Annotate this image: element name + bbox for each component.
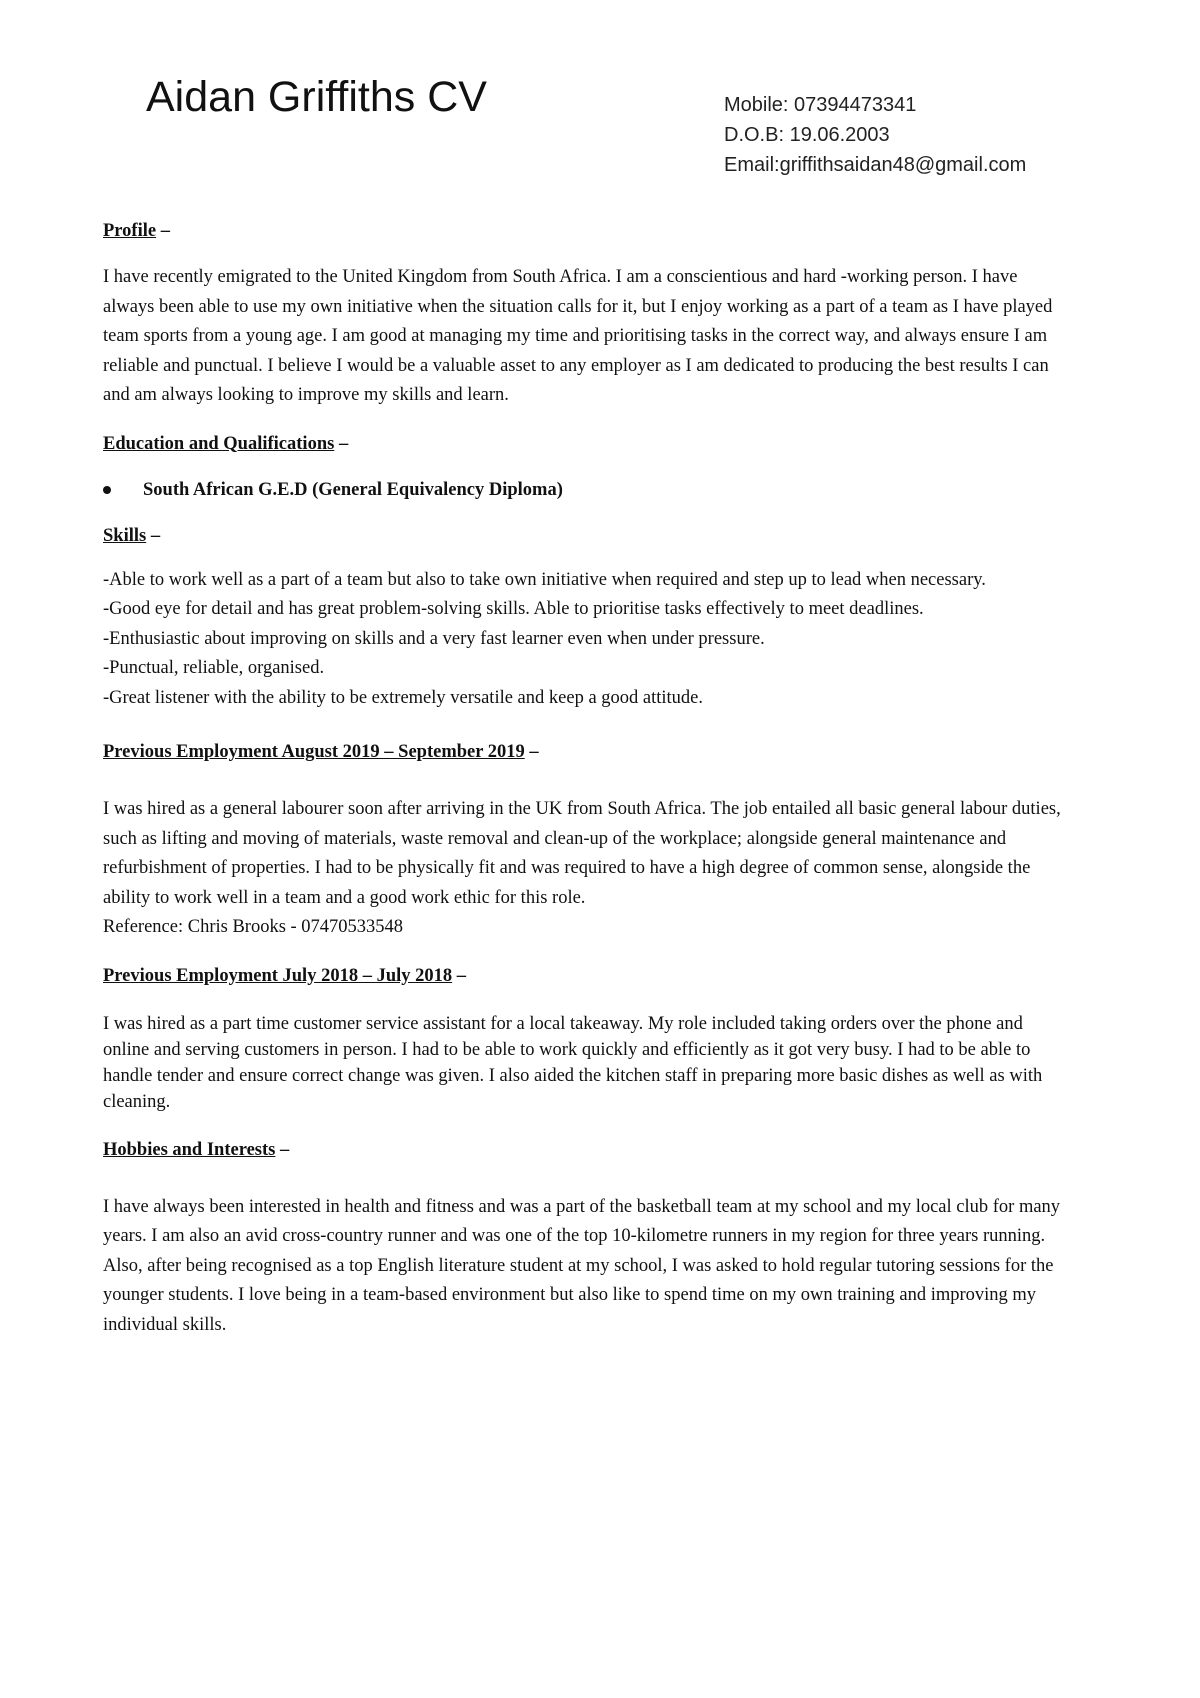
employment-2-heading-label: Previous Employment July 2018 – July 2018 — [103, 965, 453, 986]
employment-1-heading-dash: – — [524, 742, 539, 762]
skill-item: -Good eye for detail and has great problem-solving skills. Able to prioritise tasks effectively to meet deadlines. — [103, 599, 924, 619]
skills-heading-label: Skills — [103, 525, 147, 546]
cv-body — [103, 218, 1065, 1340]
education-item — [101, 477, 1065, 503]
skill-item: -Great listener with the ability to be extremely versatile and keep a good attitude. — [103, 687, 704, 708]
hobbies-text: I have always been interested in health and fitness and was a part of the basketball team at my school and my local club for many years. I am also an avid cross-country runner and was one of the top 10-kilometre runners in my region for three years running. Also, after being recognised as a top English literature student at my school, I was asked to hold regular tutoring sessions for the younger students. I love being in a team-based environment but also like to spend time on my own training and improving my individual skills. — [103, 1196, 1061, 1335]
education-item-text: South African G.E.D (General Equivalency Diploma) — [143, 479, 563, 500]
date-of-birth: D.O.B: 19.06.2003 — [724, 124, 890, 146]
hobbies-heading-label: Hobbies and Interests — [103, 1139, 276, 1160]
contact-block — [724, 90, 1026, 180]
skill-item: -Punctual, reliable, organised. — [103, 658, 325, 678]
employment-2-heading — [103, 963, 1065, 989]
profile-text: I have recently emigrated to the United Kingdom from South Africa. I am a conscientious and hard -working person. I have always been able to use my own initiative when the situation calls for it, but I enjoy working as a part of a team as I have played team sports from a young age. I am good at managing my time and prioritising tasks in the correct way, and always ensure I am reliable and punctual. I believe I would be a valuable asset to any employer as I am dedicated to producing the best results I can and am always looking to improve my skills and learn. — [103, 267, 1053, 405]
employment-1-heading-label: Previous Employment August 2019 – September 2019 — [103, 742, 525, 762]
employment-1-reference: Reference: Chris Brooks - 07470533548 — [103, 917, 404, 937]
skills-heading — [103, 523, 1065, 549]
employment-1-body — [103, 795, 1065, 943]
skills-heading-dash: – — [146, 525, 161, 546]
employment-2-heading-dash: – — [452, 965, 466, 986]
skill-item: -Able to work well as a part of a team but also to take own initiative when required and step up to lead when necessary. — [103, 569, 986, 590]
employment-1-heading — [103, 739, 1065, 765]
email-address: Email:griffithsaidan48@gmail.com — [724, 154, 1027, 176]
education-heading-dash: – — [334, 433, 349, 454]
hobbies-heading — [103, 1137, 1065, 1163]
hobbies-heading-dash: – — [275, 1139, 290, 1160]
profile-heading-dash: – — [156, 221, 170, 241]
employment-1-text: I was hired as a general labourer soon after arriving in the UK from South Africa. The job entailed all basic general labour duties, such as lifting and moving of materials, waste removal and clean-up of the workplace; alongside general maintenance and refurbishment of properties. I had to be physically fit and was required to have a high degree of common sense, alongside the ability to work well in a team and a good work ethic for this role. — [103, 799, 1061, 908]
employment-2-text: I was hired as a part time customer service assistant for a local takeaway. My role included taking orders over the phone and online and serving customers in person. I had to be able to work quickly and efficiently as it got very busy. I had to be able to handle tender and ensure correct change was given. I also aided the kitchen staff in preparing more basic dishes as well as with cleaning. — [103, 1013, 1043, 1112]
profile-heading — [103, 218, 1065, 244]
education-heading — [103, 431, 1065, 457]
skills-list — [103, 566, 1065, 714]
cv-title: Aidan Griffiths CV — [146, 73, 487, 121]
skill-item: -Enthusiastic about improving on skills and a very fast learner even when under pressure. — [103, 628, 765, 649]
education-heading-label: Education and Qualifications — [103, 433, 335, 454]
profile-heading-label: Profile — [103, 221, 157, 241]
mobile-number: Mobile: 07394473341 — [724, 94, 917, 116]
bullet-icon — [103, 486, 111, 494]
